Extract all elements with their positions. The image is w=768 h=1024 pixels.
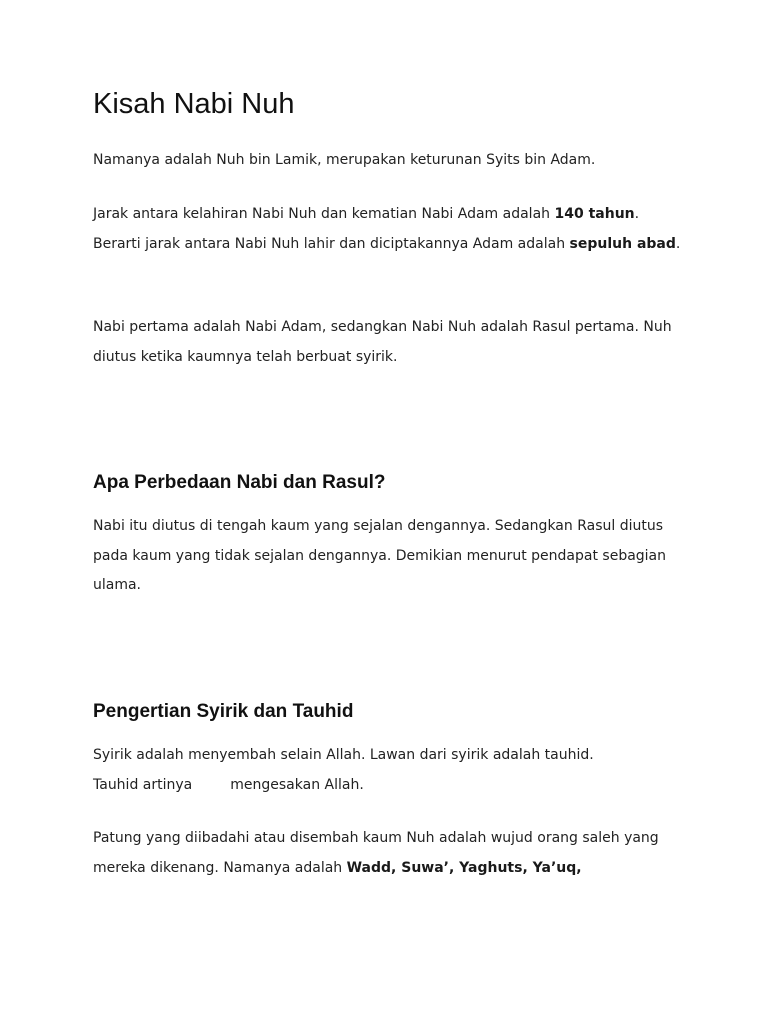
first-prophet-paragraph: Nabi pertama adalah Nabi Adam, sedangkan Nabi Nuh adalah Rasul pertama. Nuh diutus ketika kaumnya telah berbuat syirik. (93, 319, 672, 365)
section-heading-syirik-tauhid: Pengertian Syirik dan Tauhid (93, 701, 354, 722)
birth-gap-paragraph (93, 200, 683, 259)
idols-text: Patung yang diibadahi atau disembah kaum Nuh adalah wujud orang saleh yang mereka dikenang. Namanya adalah (93, 830, 659, 876)
page-title: Kisah Nabi Nuh (93, 88, 295, 120)
tauhid-label: Tauhid artinya (93, 776, 193, 793)
nabi-rasul-paragraph: Nabi itu diutus di tengah kaum yang sejalan dengannya. Sedangkan Rasul diutus pada kaum yang tidak sejalan dengannya. Demikian menurut pendapat sebagian ulama. (93, 518, 667, 593)
syirik-definition: Syirik adalah menyembah selain Allah. Lawan dari syirik adalah tauhid. (93, 747, 594, 763)
syirik-tauhid-paragraph (93, 741, 683, 800)
birth-gap-centuries: sepuluh abad (569, 235, 676, 252)
section-heading-nabi-rasul: Apa Perbedaan Nabi dan Rasul? (93, 472, 386, 493)
birth-gap-years: 140 tahun (554, 206, 635, 222)
birth-gap-text-3: . (675, 235, 681, 252)
idol-names: Wadd, Suwa’, Yaghuts, Ya’uq, (346, 859, 582, 876)
tauhid-meaning: mengesakan Allah. (230, 776, 364, 793)
birth-gap-text-1: Jarak antara kelahiran Nabi Nuh dan kematian Nabi Adam adalah (93, 206, 555, 222)
birth-gap-text-2: . Berarti jarak antara Nabi Nuh lahir dan diciptakannya Adam adalah (93, 206, 640, 252)
idols-paragraph (93, 824, 683, 883)
intro-paragraph: Namanya adalah Nuh bin Lamik, merupakan keturunan Syits bin Adam. (93, 152, 596, 168)
